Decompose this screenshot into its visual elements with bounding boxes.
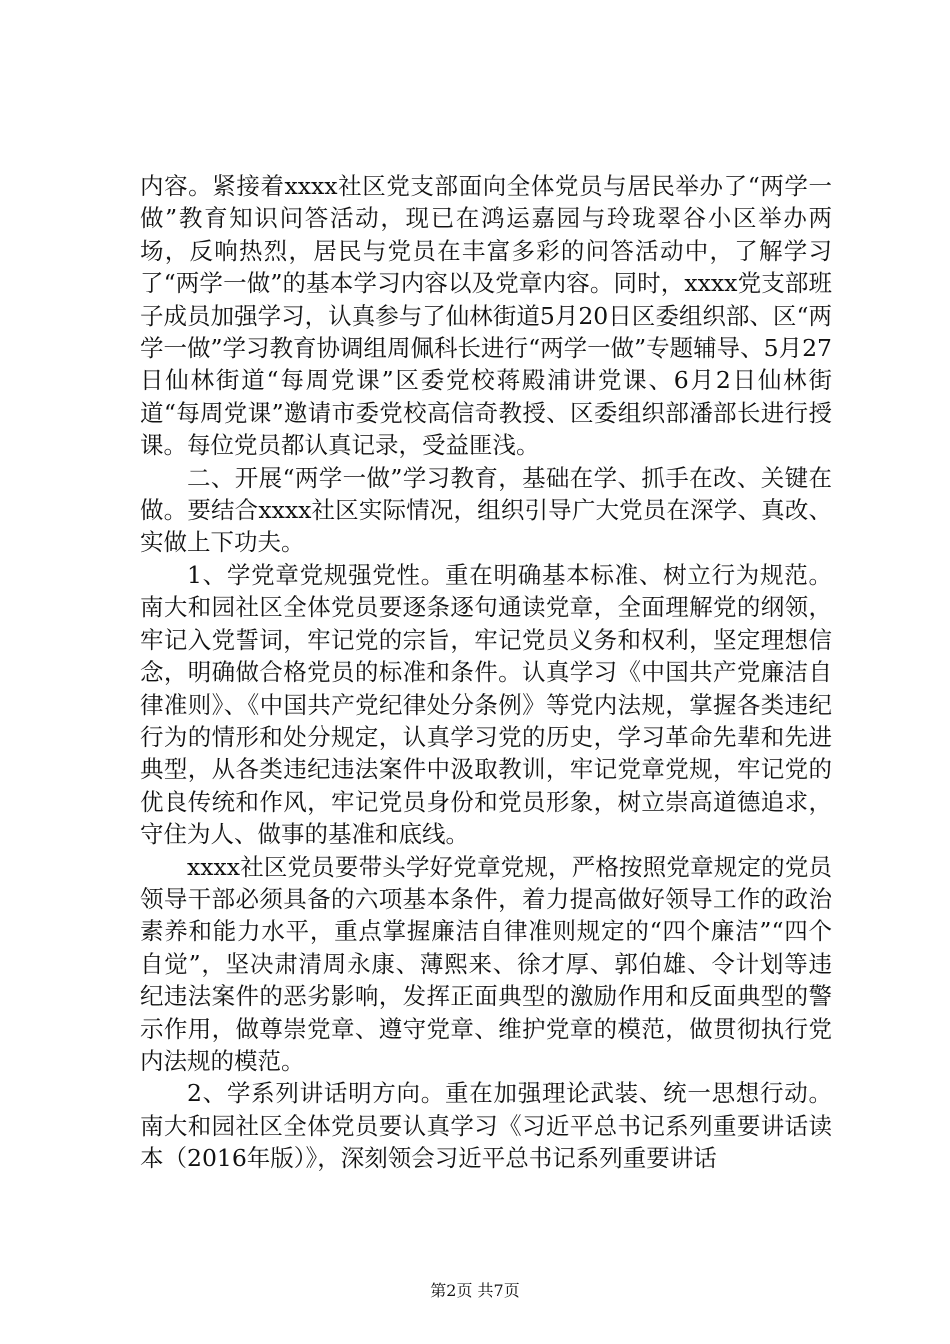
document-body bbox=[140, 170, 832, 1175]
paragraph-4: xxxx社区党员要带头学好党章党规，严格按照党章规定的党员领导干部必须具备的六项基本条件，着力提高做好领导工作的政治素养和能力水平，重点掌握廉洁自律准则规定的“四个廉洁”“四个自觉”，坚决肃清周永康、薄熙来、徐才厚、郭伯雄、令计划等违纪违法案件的恶劣影响，发挥正面典型的激励作用和反面典型的警示作用，做尊崇党章、遵守党章、维护党章的模范，做贯彻执行党内法规的模范。 bbox=[140, 852, 832, 1075]
paragraph-3: 1、学党章党规强党性。重在明确基本标准、树立行为规范。南大和园社区全体党员要逐条逐句通读党章，全面理解党的纲领，牢记入党誓词，牢记党的宗旨，牢记党员义务和权利，坚定理想信念，明确做合格党员的标准和条件。认真学习《中国共产党廉洁自律准则》、《中国共产党纪律处分条例》等党内法规，掌握各类违纪行为的情形和处分规定，认真学习党的历史，学习革命先辈和先进典型，从各类违纪违法案件中汲取教训，牢记党章党规，牢记党的优良传统和作风，牢记党员身份和党员形象，树立崇高道德追求，守住为人、做事的基准和底线。 bbox=[140, 560, 832, 849]
paragraph-1: 内容。紧接着xxxx社区党支部面向全体党员与居民举办了“两学一做”教育知识问答活动，现已在鸿运嘉园与玲珑翠谷小区举办两场，反响热烈，居民与党员在丰富多彩的问答活动中，了解学习了“两学一做”的基本学习内容以及党章内容。同时，xxxx党支部班子成员加强学习，认真参与了仙林街道5月20日区委组织部、区“两学一做”学习教育协调组周佩科长进行“两学一做”专题辅导、5月27日仙林街道“每周党课”区委党校蒋殿浦讲党课、6月2日仙林街道“每周党课”邀请市委党校高信奇教授、区委组织部潘部长进行授课。每位党员都认真记录，受益匪浅。 bbox=[140, 172, 832, 460]
paragraph-2: 二、开展“两学一做”学习教育，基础在学、抓手在改、关键在做。要结合xxxx社区实际情况，组织引导广大党员在深学、真改、实做上下功夫。 bbox=[140, 463, 832, 557]
page-number-footer: 第2页 共7页 bbox=[430, 1281, 520, 1300]
paragraph-5: 2、学系列讲话明方向。重在加强理论武装、统一思想行动。南大和园社区全体党员要认真学习《习近平总书记系列重要讲话读本（2016年版）》，深刻领会习近平总书记系列重要讲话 bbox=[140, 1079, 832, 1173]
